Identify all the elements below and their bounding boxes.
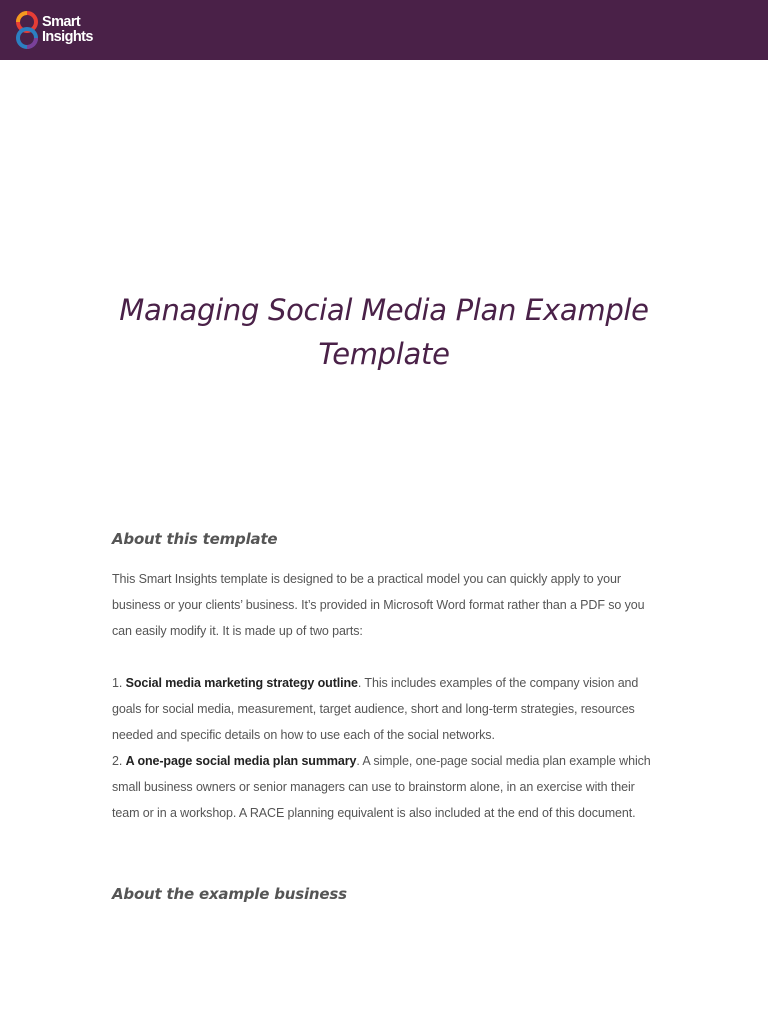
list-item-number: 2. <box>112 754 126 768</box>
logo-wordmark <box>42 15 93 45</box>
list-item-title: Social media marketing strategy outline <box>125 676 358 690</box>
document-title <box>84 288 684 376</box>
list-item-text: . A simple, one-page social media plan example which small business owners or senior managers can use to brainstorm alone, in an exercise with their team or in a workshop. A RACE planning equivalent is also included at the end of this document. <box>112 754 651 820</box>
header-bar <box>0 0 768 60</box>
about-template-heading: About this template <box>112 530 278 548</box>
document-title-line2: Template <box>318 337 450 371</box>
list-item-text: . This includes examples of the company vision and goals for social media, measurement, target audience, short and long-term strategies, resources needed and specific details on how to use each of the social networks. <box>112 676 639 742</box>
list-item-strategy-outline <box>112 670 660 826</box>
smart-insights-logo-icon <box>14 11 40 49</box>
list-item-number: 1. <box>112 676 126 690</box>
document-title-line1: Managing Social Media Plan Example <box>119 293 649 327</box>
list-item-title: A one-page social media plan summary <box>125 754 357 768</box>
logo-text-smart: Smart <box>42 14 81 30</box>
smart-insights-logo[interactable] <box>14 11 93 49</box>
logo-text-insights: Insights <box>42 29 93 45</box>
about-template-intro: This Smart Insights template is designed to be a practical model you can quickly apply to your business or your clients’ business. It’s provided in Microsoft Word format rather than a PDF so you can easily modify it. It is made up of two parts: <box>112 572 645 638</box>
about-business-heading: About the example business <box>112 885 347 903</box>
